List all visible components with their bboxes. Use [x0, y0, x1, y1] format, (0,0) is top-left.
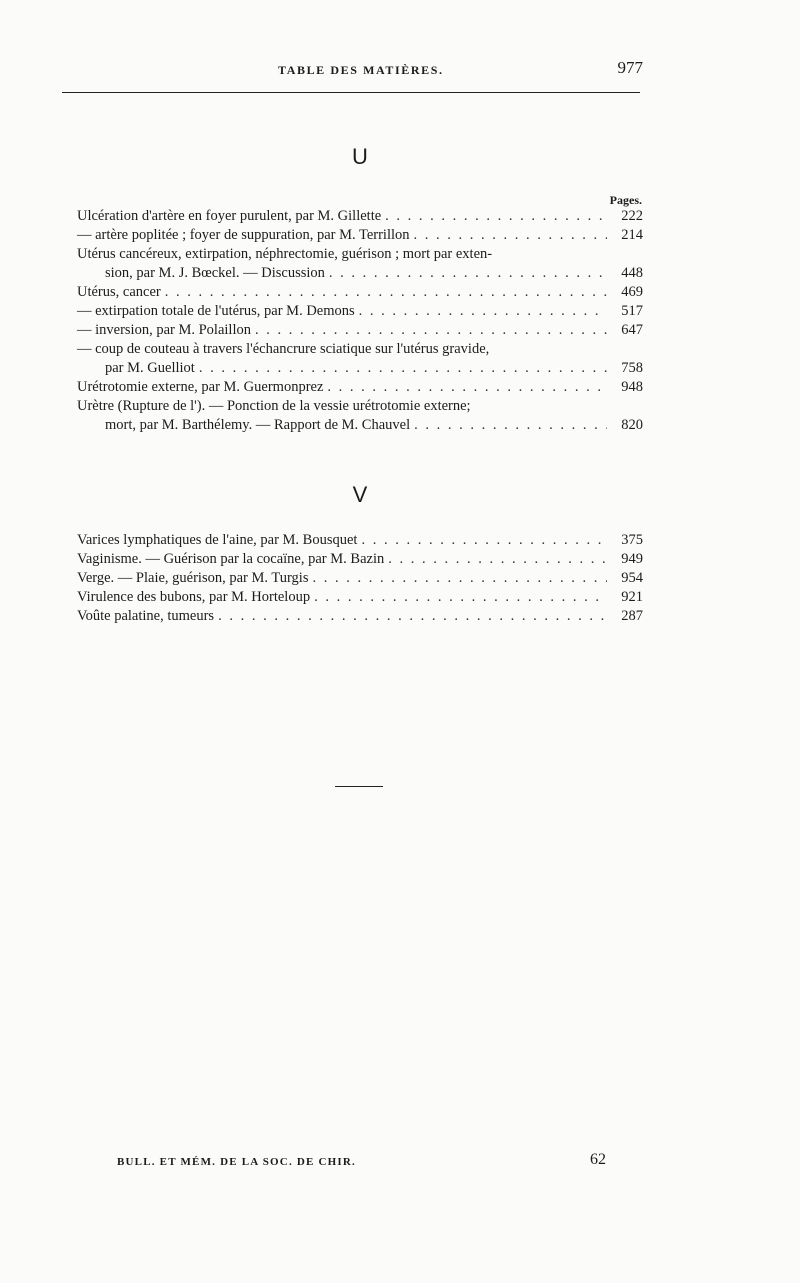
entry-text: — inversion, par M. Polaillon — [77, 322, 251, 338]
leader-dots — [314, 588, 607, 607]
entry-page: 820 — [621, 417, 643, 433]
index-entry — [77, 283, 643, 302]
entry-text: mort, par M. Barthélemy. — Rapport de M. Chauvel — [105, 417, 411, 433]
leader-dots — [414, 416, 607, 435]
leader-dots — [199, 359, 607, 378]
pages-column-label: Pages. — [609, 193, 642, 207]
leader-dots — [361, 531, 607, 550]
section-letter-v: V — [352, 482, 368, 507]
running-head — [78, 60, 643, 80]
entry-page: 469 — [621, 284, 643, 300]
entry-page: 647 — [621, 322, 643, 338]
leader-dots — [414, 226, 607, 245]
index-entry — [77, 226, 643, 245]
entry-text: Voûte palatine, tumeurs — [77, 608, 215, 624]
entry-page: 921 — [621, 589, 643, 605]
leader-dots — [327, 378, 607, 397]
entry-text-first-line: Utérus cancéreux, extirpation, néphrectomie, guérison ; mort par exten- — [77, 246, 493, 262]
entry-page: 214 — [621, 227, 643, 243]
index-entry — [77, 302, 643, 321]
entry-text: Varices lymphatiques de l'aine, par M. Bousquet — [77, 532, 358, 548]
leader-dots — [329, 264, 607, 283]
entry-text: Ulcération d'artère en foyer purulent, par M. Gillette — [77, 208, 382, 224]
header-rule — [62, 92, 640, 93]
index-entry — [77, 550, 643, 569]
entry-page: 448 — [621, 265, 643, 281]
entry-page: 287 — [621, 608, 643, 624]
index-entry — [77, 321, 643, 340]
leader-dots — [312, 569, 607, 588]
footer-journal: BULL. ET MÉM. DE LA SOC. DE CHIR. — [117, 1156, 356, 1168]
index-entry — [77, 531, 643, 550]
leader-dots — [359, 302, 607, 321]
entry-page: 517 — [621, 303, 643, 319]
entry-text: — extirpation totale de l'utérus, par M. Demons — [77, 303, 355, 319]
entry-text: Virulence des bubons, par M. Horteloup — [77, 589, 311, 605]
index-entry — [77, 569, 643, 588]
footer-signature: 62 — [590, 1151, 606, 1168]
entries-section-v — [77, 531, 643, 626]
entry-text: Vaginisme. — Guérison par la cocaïne, par M. Bazin — [77, 551, 385, 567]
entry-text-first-line: Urètre (Rupture de l'). — Ponction de la vessie urétrotomie externe; — [77, 398, 471, 414]
entry-text-first-line: — coup de couteau à travers l'échancrure sciatique sur l'utérus gravide, — [77, 341, 490, 357]
index-entry — [77, 340, 643, 378]
entry-page: 948 — [621, 379, 643, 395]
index-entry — [77, 245, 643, 283]
entry-text: Utérus, cancer — [77, 284, 161, 300]
entry-text: par M. Guelliot — [105, 360, 195, 376]
section-letter-u: U — [352, 144, 368, 169]
leader-dots — [255, 321, 607, 340]
entry-page: 222 — [621, 208, 643, 224]
leader-dots — [388, 550, 607, 569]
entry-text: Urétrotomie externe, par M. Guermonprez — [77, 379, 324, 395]
entry-page: 758 — [621, 360, 643, 376]
leader-dots — [218, 607, 607, 626]
entries-section-u — [77, 207, 643, 435]
end-rule — [335, 786, 383, 787]
entry-text: — artère poplitée ; foyer de suppuration, par M. Terrillon — [77, 227, 410, 243]
leader-dots — [165, 283, 607, 302]
index-entry — [77, 378, 643, 397]
entry-text: sion, par M. J. Bœckel. — Discussion — [105, 265, 325, 281]
entry-page: 949 — [621, 551, 643, 567]
page-number: 977 — [617, 58, 643, 77]
running-title: TABLE DES MATIÈRES. — [278, 63, 444, 77]
leader-dots — [385, 207, 607, 226]
index-entry — [77, 588, 643, 607]
entry-page: 954 — [621, 570, 643, 586]
index-entry — [77, 607, 643, 626]
entry-text: Verge. — Plaie, guérison, par M. Turgis — [77, 570, 309, 586]
entry-page: 375 — [621, 532, 643, 548]
index-entry — [77, 207, 643, 226]
index-entry — [77, 397, 643, 435]
